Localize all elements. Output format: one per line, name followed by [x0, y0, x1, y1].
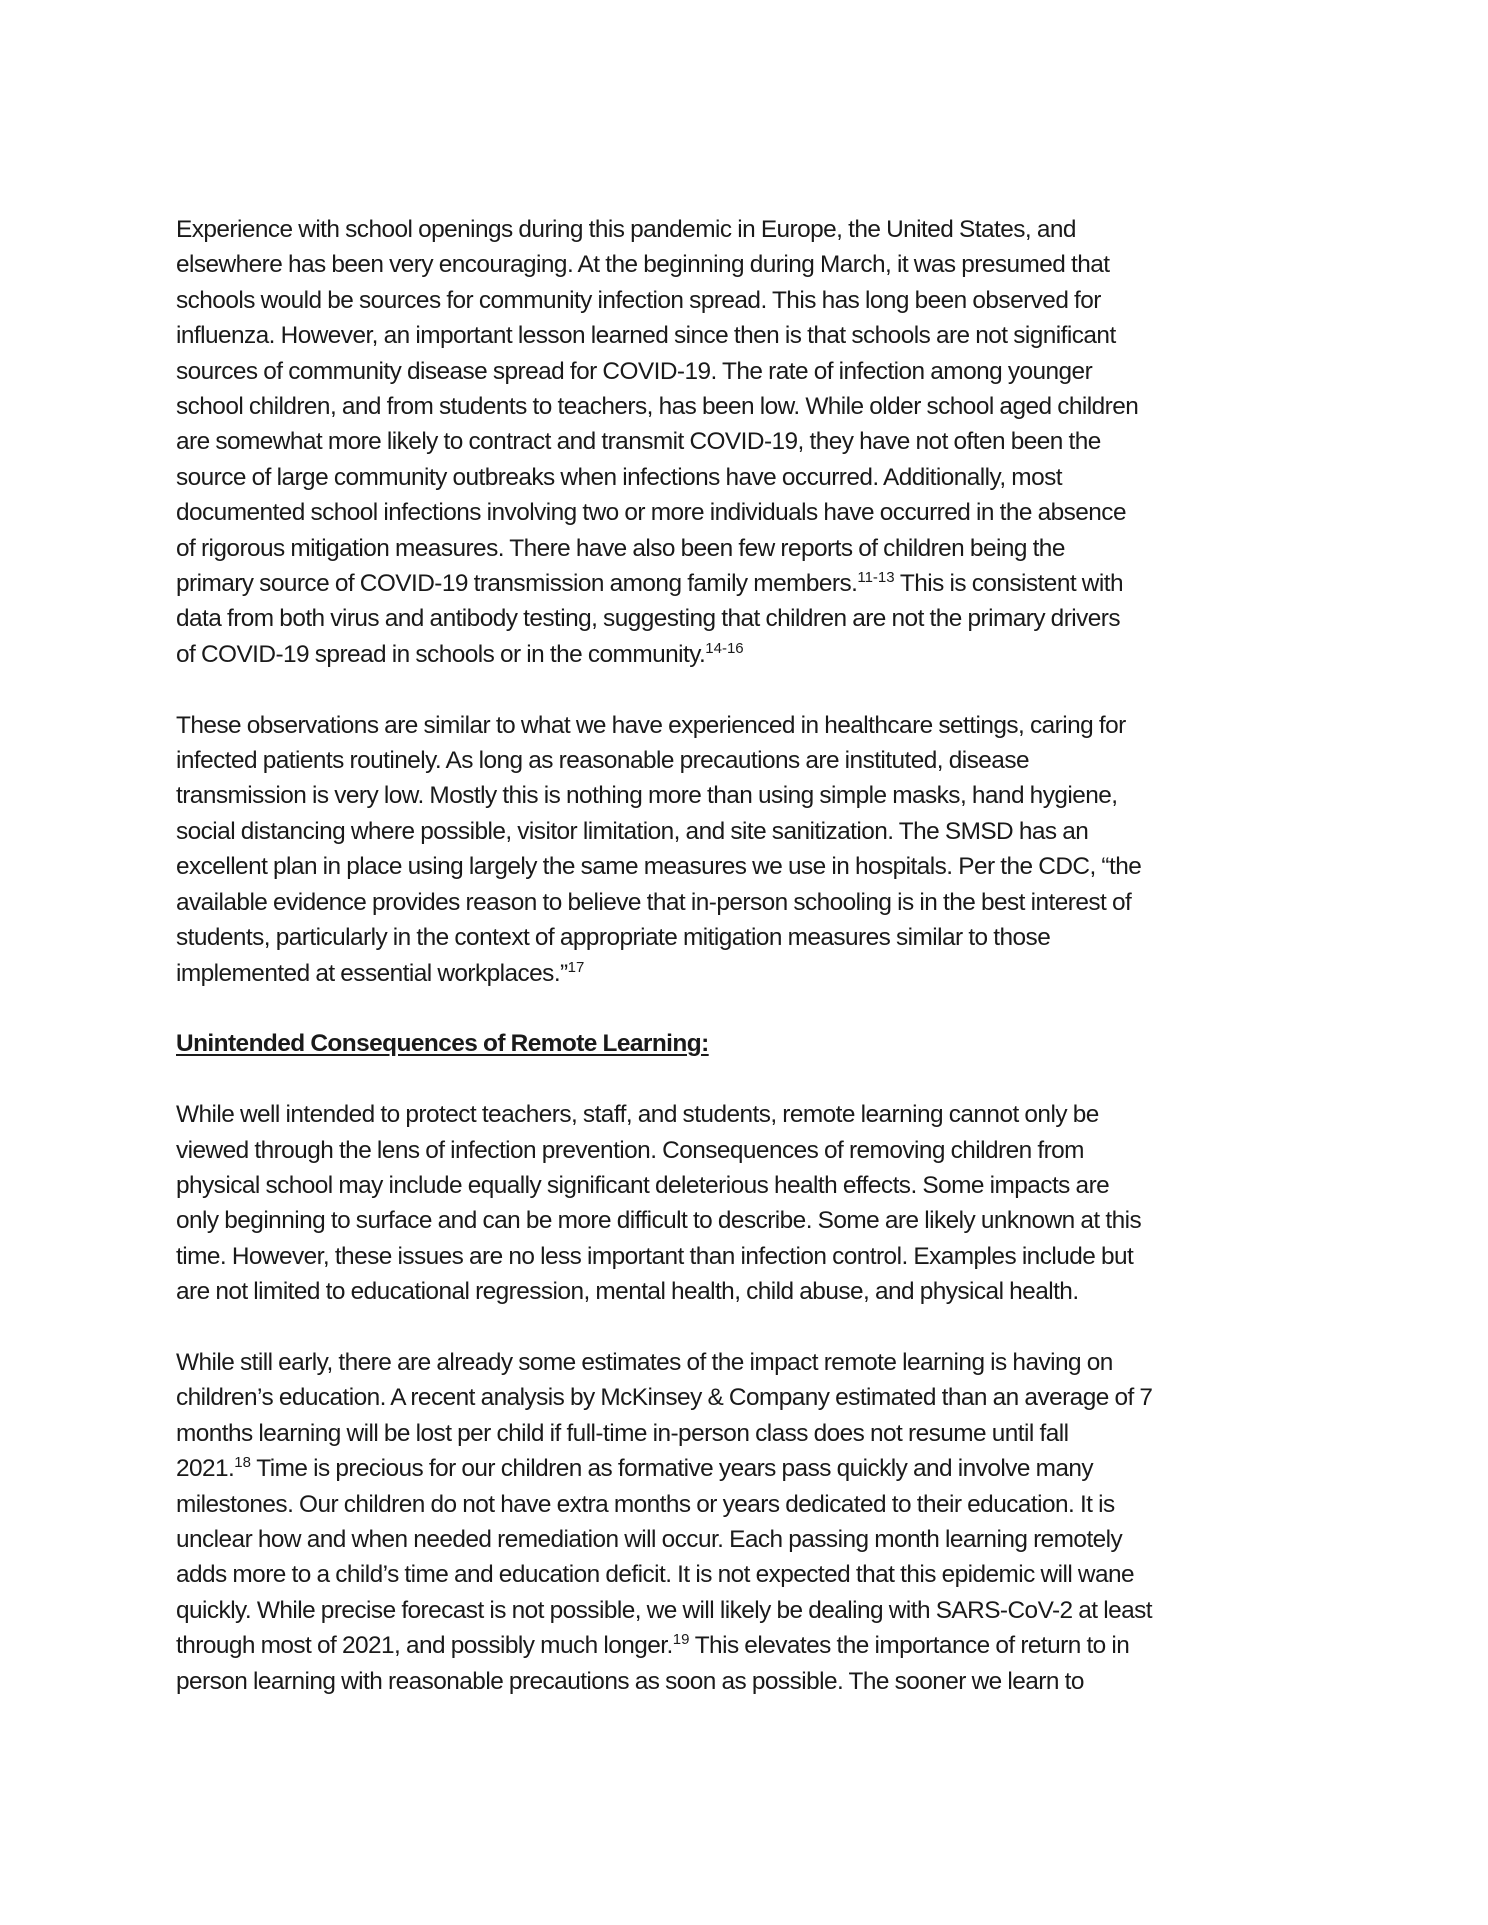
line-text: 2021. [176, 1455, 235, 1483]
text-line: physical school may include equally significant deleterious health effects. Some impacts are [176, 1171, 1110, 1199]
citation-superscript: 11-13 [857, 569, 895, 587]
line-text: of COVID-19 spread in schools or in the community. [176, 640, 706, 668]
text-line: While well intended to protect teachers, staff, and students, remote learning cannot only be [176, 1101, 1099, 1129]
text-line: available evidence provides reason to believe that in-person schooling is in the best interest of [176, 888, 1132, 916]
text-line: of rigorous mitigation measures. There have also been few reports of children being the [176, 534, 1065, 562]
text-line: These observations are similar to what we have experienced in healthcare settings, caring for [176, 711, 1126, 739]
text-line: children’s education. A recent analysis by McKinsey & Company estimated than an average of 7 [176, 1384, 1153, 1412]
citation-superscript: 19 [672, 1631, 690, 1649]
paragraph-healthcare-observations [176, 708, 1336, 991]
text-line: are not limited to educational regression, mental health, child abuse, and physical health. [176, 1278, 1079, 1306]
text-line: time. However, these issues are no less important than infection control. Examples include but [176, 1242, 1134, 1270]
paragraph-spacer [176, 672, 1336, 707]
text-line: infected patients routinely. As long as reasonable precautions are instituted, disease [176, 747, 1029, 775]
line-text: through most of 2021, and possibly much longer. [176, 1632, 673, 1660]
line-text-after: This is consistent with [894, 570, 1123, 598]
text-line-with-citation [176, 637, 1336, 672]
text-line: sources of community disease spread for COVID-19. The rate of infection among younger [176, 357, 1093, 385]
text-line: school children, and from students to teachers, has been low. While older school aged children [176, 393, 1139, 421]
text-line: only beginning to surface and can be more difficult to describe. Some are likely unknown at this [176, 1207, 1142, 1235]
line-text: primary source of COVID-19 transmission among family members. [176, 570, 858, 598]
citation-superscript: 18 [234, 1454, 251, 1472]
citation-superscript: 17 [567, 958, 585, 976]
citation-superscript: 14-16 [705, 639, 744, 657]
text-line: are somewhat more likely to contract and transmit COVID-19, they have not often been the [176, 428, 1101, 456]
text-line: influenza. However, an important lesson learned since then is that schools are not significant [176, 322, 1116, 350]
paragraph-spacer [176, 1310, 1336, 1345]
text-line: transmission is very low. Mostly this is nothing more than using simple masks, hand hygiene, [176, 782, 1118, 810]
paragraph-education-impact [176, 1345, 1336, 1699]
line-text-after: Time is precious for our children as formative years pass quickly and involve many [250, 1455, 1094, 1483]
paragraph-spacer [176, 991, 1336, 1026]
text-line: adds more to a child’s time and education deficit. It is not expected that this epidemic will wane [176, 1561, 1135, 1589]
text-line-with-citation [176, 956, 1336, 991]
text-line: milestones. Our children do not have extra months or years dedicated to their education. It is [176, 1490, 1115, 1518]
text-line: schools would be sources for community infection spread. This has long been observed for [176, 286, 1101, 314]
text-line: unclear how and when needed remediation will occur. Each passing month learning remotely [176, 1525, 1123, 1553]
text-line: social distancing where possible, visitor limitation, and site sanitization. The SMSD has an [176, 817, 1089, 845]
text-line: Experience with school openings during this pandemic in Europe, the United States, and [176, 216, 1076, 243]
text-line: months learning will be lost per child if full-time in-person class does not resume until fall [176, 1419, 1069, 1447]
paragraph-school-openings [176, 212, 1336, 672]
text-line: source of large community outbreaks when infections have occurred. Additionally, most [176, 463, 1062, 491]
text-line: excellent plan in place using largely the same measures we use in hospitals. Per the CDC, “the [176, 853, 1142, 881]
text-line: documented school infections involving two or more individuals have occurred in the absence [176, 499, 1126, 527]
text-line: elsewhere has been very encouraging. At the beginning during March, it was presumed that [176, 251, 1110, 279]
text-line-with-citation [176, 1628, 1336, 1663]
paragraph-spacer [176, 1062, 1336, 1097]
text-line: viewed through the lens of infection prevention. Consequences of removing children from [176, 1136, 1084, 1164]
line-text: implemented at essential workplaces.” [176, 959, 568, 987]
text-line-with-citation [176, 1451, 1336, 1486]
line-text-after: This elevates the importance of return to in [689, 1632, 1130, 1660]
text-line: person learning with reasonable precautions as soon as possible. The sooner we learn to [176, 1667, 1084, 1695]
paragraph-remote-learning-consequences [176, 1097, 1336, 1309]
section-heading: Unintended Consequences of Remote Learning: [176, 1030, 709, 1058]
text-line: data from both virus and antibody testing, suggesting that children are not the primary drivers [176, 605, 1121, 633]
document-page [176, 212, 1336, 1699]
text-line: quickly. While precise forecast is not possible, we will likely be dealing with SARS-CoV-2 at least [176, 1596, 1152, 1624]
text-line-with-citation [176, 566, 1336, 601]
text-line: students, particularly in the context of appropriate mitigation measures similar to those [176, 924, 1051, 952]
text-line: While still early, there are already some estimates of the impact remote learning is having on [176, 1348, 1113, 1376]
